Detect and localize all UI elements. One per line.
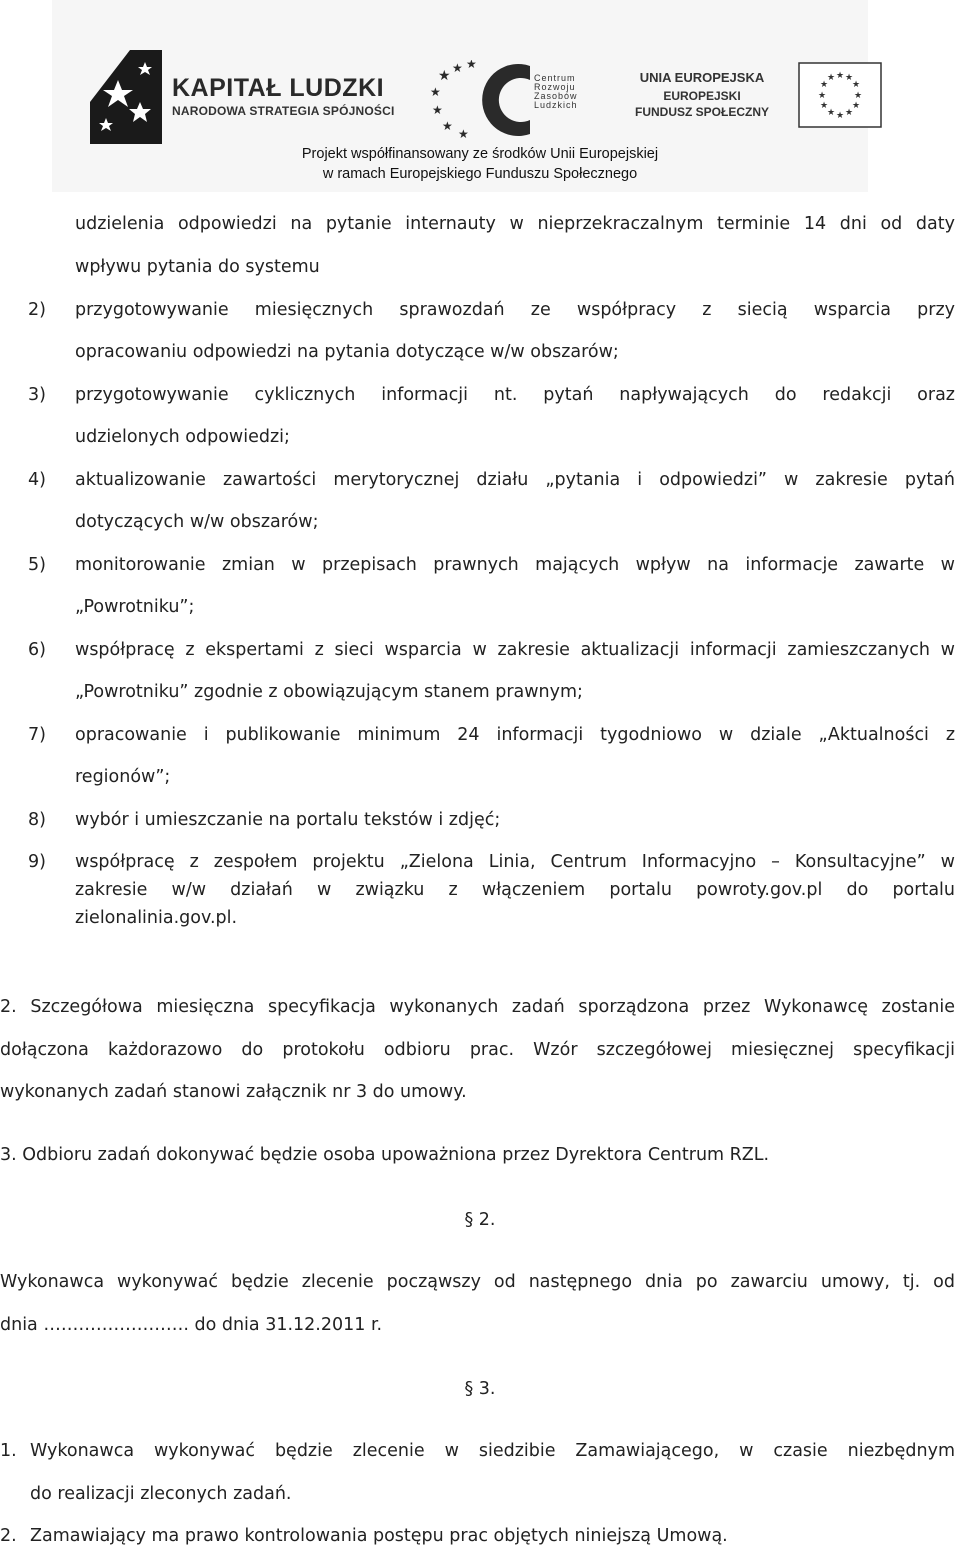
paragraph-line: wykonanych zadań stanowi załącznik nr 3 do umowy. xyxy=(0,1082,467,1102)
eu-flag-icon xyxy=(798,62,882,128)
svg-text:★: ★ xyxy=(819,80,829,90)
svg-text:★: ★ xyxy=(835,111,845,121)
svg-text:★: ★ xyxy=(853,91,863,101)
list-item-number: 5) xyxy=(28,555,46,575)
svg-text:★: ★ xyxy=(430,85,441,99)
list-item-text: zielonalinia.gov.pl. xyxy=(75,908,238,928)
paragraph-line: dnia ……………………. do dnia 31.12.2011 r. xyxy=(0,1315,383,1335)
crzl-name xyxy=(534,74,578,110)
paragraph-line: Wykonawca wykonywać będzie zlecenie w siedzibie Zamawiającego, w czasie niezbędnym xyxy=(30,1441,955,1461)
svg-text:★: ★ xyxy=(851,80,861,90)
svg-text:★: ★ xyxy=(442,119,453,133)
crzl-line: Rozwoju xyxy=(534,82,576,92)
kapital-ludzki-logo xyxy=(70,42,170,152)
list-item-text: opracowaniu odpowiedzi na pytania dotyczące w/w obszarów; xyxy=(75,342,619,362)
paragraph-line: Zamawiający ma prawo kontrolowania postępu prac objętych niniejszą Umową. xyxy=(30,1526,728,1546)
paragraph-line: do realizacji zleconych zadań. xyxy=(30,1484,292,1504)
list-item-text: „Powrotniku” zgodnie z obowiązującym stanem prawnym; xyxy=(75,682,583,702)
crzl-line: Ludzkich xyxy=(534,100,578,110)
list-item-text: wybór i umieszczanie na portalu tekstów i zdjęć; xyxy=(75,810,501,830)
svg-text:★: ★ xyxy=(826,73,836,83)
esf-line: FUNDUSZ SPOŁECZNY xyxy=(634,105,769,119)
paragraph-line: 2. Szczegółowa miesięczna specyfikacja wykonanych zadań sporządzona przez Wykonawcę zostanie xyxy=(0,997,955,1017)
eu-text xyxy=(618,70,786,119)
list-item-text: wpływu pytania do systemu xyxy=(75,257,320,277)
list-item-text: współpracę z ekspertami z sieci wsparcia w zakresie aktualizacji informacji zamieszczanych w xyxy=(75,640,955,660)
kapital-ludzki-title: KAPITAŁ LUDZKI xyxy=(172,74,385,102)
list-item-text: „Powrotniku”; xyxy=(75,597,195,617)
list-item-text: dotyczących w/w obszarów; xyxy=(75,512,319,532)
paragraph-line: Wykonawca wykonywać będzie zlecenie począwszy od następnego dnia po zawarciu umowy, tj. od xyxy=(0,1272,955,1292)
list-item-text: udzielenia odpowiedzi na pytanie internauty w nieprzekraczalnym terminie 14 dni od daty xyxy=(75,214,955,234)
list-item-text: współpracę z zespołem projektu „Zielona Linia, Centrum Informacyjno – Konsultacyjne” w xyxy=(75,852,955,872)
svg-text:★: ★ xyxy=(458,127,469,140)
section-heading: § 3. xyxy=(464,1379,496,1399)
list-item-text: monitorowanie zmian w przepisach prawnych mających wpływ na informacje zawarte w xyxy=(75,555,955,575)
paragraph-number: 1. xyxy=(0,1441,17,1461)
list-item-text: zakresie w/w działań w związku z włączeniem portalu powroty.gov.pl do portalu xyxy=(75,880,955,900)
list-item-number: 6) xyxy=(28,640,46,660)
list-item-number: 8) xyxy=(28,810,46,830)
list-item-text: aktualizowanie zawartości merytorycznej działu „pytania i odpowiedzi” w zakresie pytań xyxy=(75,470,955,490)
section-heading: § 2. xyxy=(464,1210,496,1230)
project-cofinancing-line: Projekt współfinansowany ze środków Unii Europejskiej xyxy=(301,146,659,162)
crzl-line: Centrum xyxy=(534,73,576,83)
project-fund-line: w ramach Europejskiego Funduszu Społecznego xyxy=(322,166,638,182)
svg-text:★: ★ xyxy=(819,101,829,111)
eu-line: UNIA EUROPEJSKA xyxy=(639,70,765,85)
paragraph-number: 2. xyxy=(0,1526,17,1546)
list-item-number: 9) xyxy=(28,852,46,872)
svg-text:★: ★ xyxy=(466,60,477,71)
paragraph-line: 3. Odbioru zadań dokonywać będzie osoba upoważniona przez Dyrektora Centrum RZL. xyxy=(0,1145,770,1165)
svg-text:★: ★ xyxy=(452,61,463,75)
svg-text:★: ★ xyxy=(826,108,836,118)
svg-text:★: ★ xyxy=(844,108,854,118)
list-item-text: przygotowywanie miesięcznych sprawozdań ze współpracy z siecią wsparcia przy xyxy=(75,300,955,320)
paragraph-line: dołączona każdorazowo do protokołu odbioru prac. Wzór szczegółowej miesięcznej specyfikacji xyxy=(0,1040,955,1060)
list-item-number: 4) xyxy=(28,470,46,490)
svg-text:★: ★ xyxy=(851,101,861,111)
list-item-text: regionów”; xyxy=(75,767,171,787)
svg-text:★: ★ xyxy=(817,91,827,101)
list-item-number: 3) xyxy=(28,385,46,405)
kapital-ludzki-subtitle: NARODOWA STRATEGIA SPÓJNOŚCI xyxy=(172,104,395,118)
svg-text:★: ★ xyxy=(835,71,845,81)
svg-text:★: ★ xyxy=(432,103,443,117)
svg-text:★: ★ xyxy=(844,73,854,83)
list-item-number: 7) xyxy=(28,725,46,745)
crzl-line: Zasobów xyxy=(534,91,578,101)
list-item-text: opracowanie i publikowanie minimum 24 informacji tygodniowo w dziale „Aktualności z xyxy=(75,725,955,745)
list-item-number: 2) xyxy=(28,300,46,320)
document-header xyxy=(52,0,868,192)
list-item-text: udzielonych odpowiedzi; xyxy=(75,427,290,447)
list-item-text: przygotowywanie cyklicznych informacji nt. pytań napływających do redakcji oraz xyxy=(75,385,955,405)
svg-text:★: ★ xyxy=(438,68,451,84)
esf-line: EUROPEJSKI xyxy=(663,89,741,103)
